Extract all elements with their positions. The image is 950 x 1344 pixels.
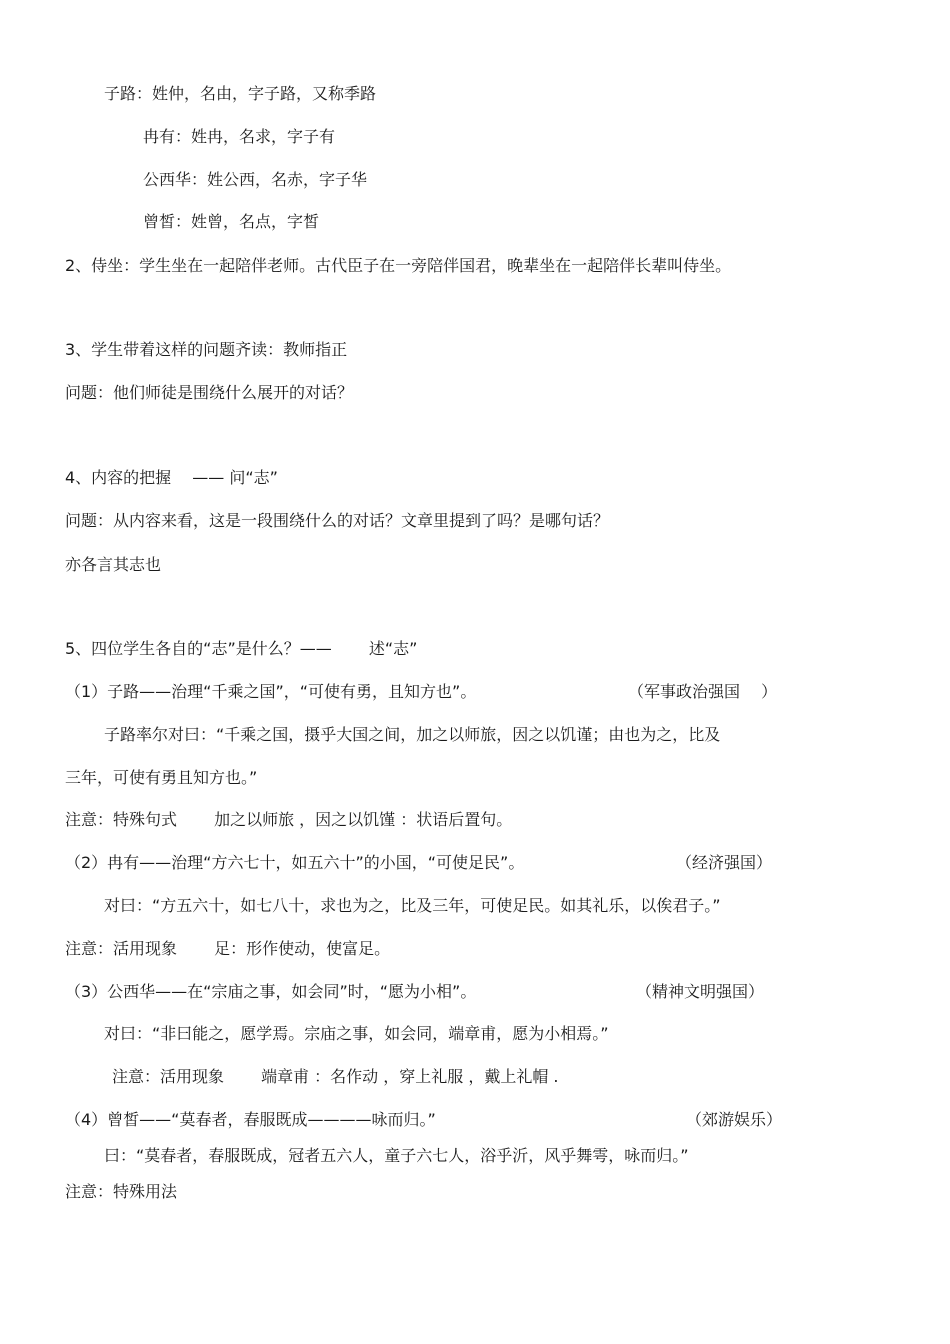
- name-gongxihua: 公西华：姓公西，名赤，字子华: [143, 170, 368, 189]
- item-4-note: 注意：特殊用法: [65, 1182, 178, 1201]
- section-4-answer: 亦各言其志也: [65, 555, 162, 574]
- item-3-tag: （精神文明强国）: [636, 982, 765, 1001]
- item-3-note: 注意：活用现象 端章甫 ：名作动 ，穿上礼服 ，戴上礼帽 .: [112, 1067, 559, 1086]
- section-5-heading: 5、四位学生各自的“志”是什么？—— 述“志”: [65, 639, 418, 658]
- section-4-question: 问题：从内容来看，这是一段围绕什么的对话？文章里提到了吗？是哪句话？: [65, 511, 610, 530]
- item-1-quote-line-2: 三年，可使有勇且知方也。”: [65, 768, 258, 787]
- item-1-note: 注意：特殊句式 加之以师旅 ，因之以饥馑 ：状语后置句。: [65, 810, 513, 829]
- item-2-quote: 对曰：“方五六十，如七八十，求也为之，比及三年，可使足民。如其礼乐，以俟君子。”: [104, 896, 721, 915]
- section-4-heading: 4、内容的把握 —— 问“志”: [65, 468, 278, 487]
- item-4-tag: （郊游娱乐）: [686, 1110, 783, 1129]
- item-4-quote: 曰：“莫春者，春服既成，冠者五六人，童子六七人，浴乎沂，风乎舞雩，咏而归。”: [104, 1146, 689, 1165]
- item-4-title: （4）曾皙——“莫春者，春服既成————咏而归。”: [65, 1110, 436, 1129]
- name-ranyou: 冉有：姓冉，名求，字子有: [143, 127, 336, 146]
- item-2-tag: （经济强国）: [676, 853, 773, 872]
- item-1-tag: （军事政治强国 ）: [628, 682, 778, 701]
- name-zilu: 子路：姓仲，名由，字子路，又称季路: [104, 84, 377, 103]
- section-3-question: 问题：他们师徒是围绕什么展开的对话？: [65, 383, 354, 402]
- item-2-title: （2）冉有——治理“方六七十，如五六十”的小国，“可使足民”。: [65, 853, 525, 872]
- section-2-shizuo: 2、侍坐：学生坐在一起陪伴老师。古代臣子在一旁陪伴国君，晚辈坐在一起陪伴长辈叫侍坐。: [65, 256, 732, 275]
- item-3-quote: 对曰：“非曰能之，愿学焉。宗庙之事，如会同，端章甫，愿为小相焉。”: [104, 1024, 609, 1043]
- item-1-title: （1）子路——治理“千乘之国”，“可使有勇，且知方也”。: [65, 682, 477, 701]
- item-3-title: （3）公西华——在“宗庙之事，如会同”时，“愿为小相”。: [65, 982, 477, 1001]
- name-zengxi: 曾皙：姓曾，名点，字皙: [143, 212, 320, 231]
- item-1-quote-line-1: 子路率尔对曰：“千乘之国，摄乎大国之间，加之以师旅，因之以饥谨；由也为之，比及: [104, 725, 721, 744]
- section-3-heading: 3、学生带着这样的问题齐读：教师指正: [65, 340, 348, 359]
- item-2-note: 注意：活用现象 足：形作使动，使富足。: [65, 939, 391, 958]
